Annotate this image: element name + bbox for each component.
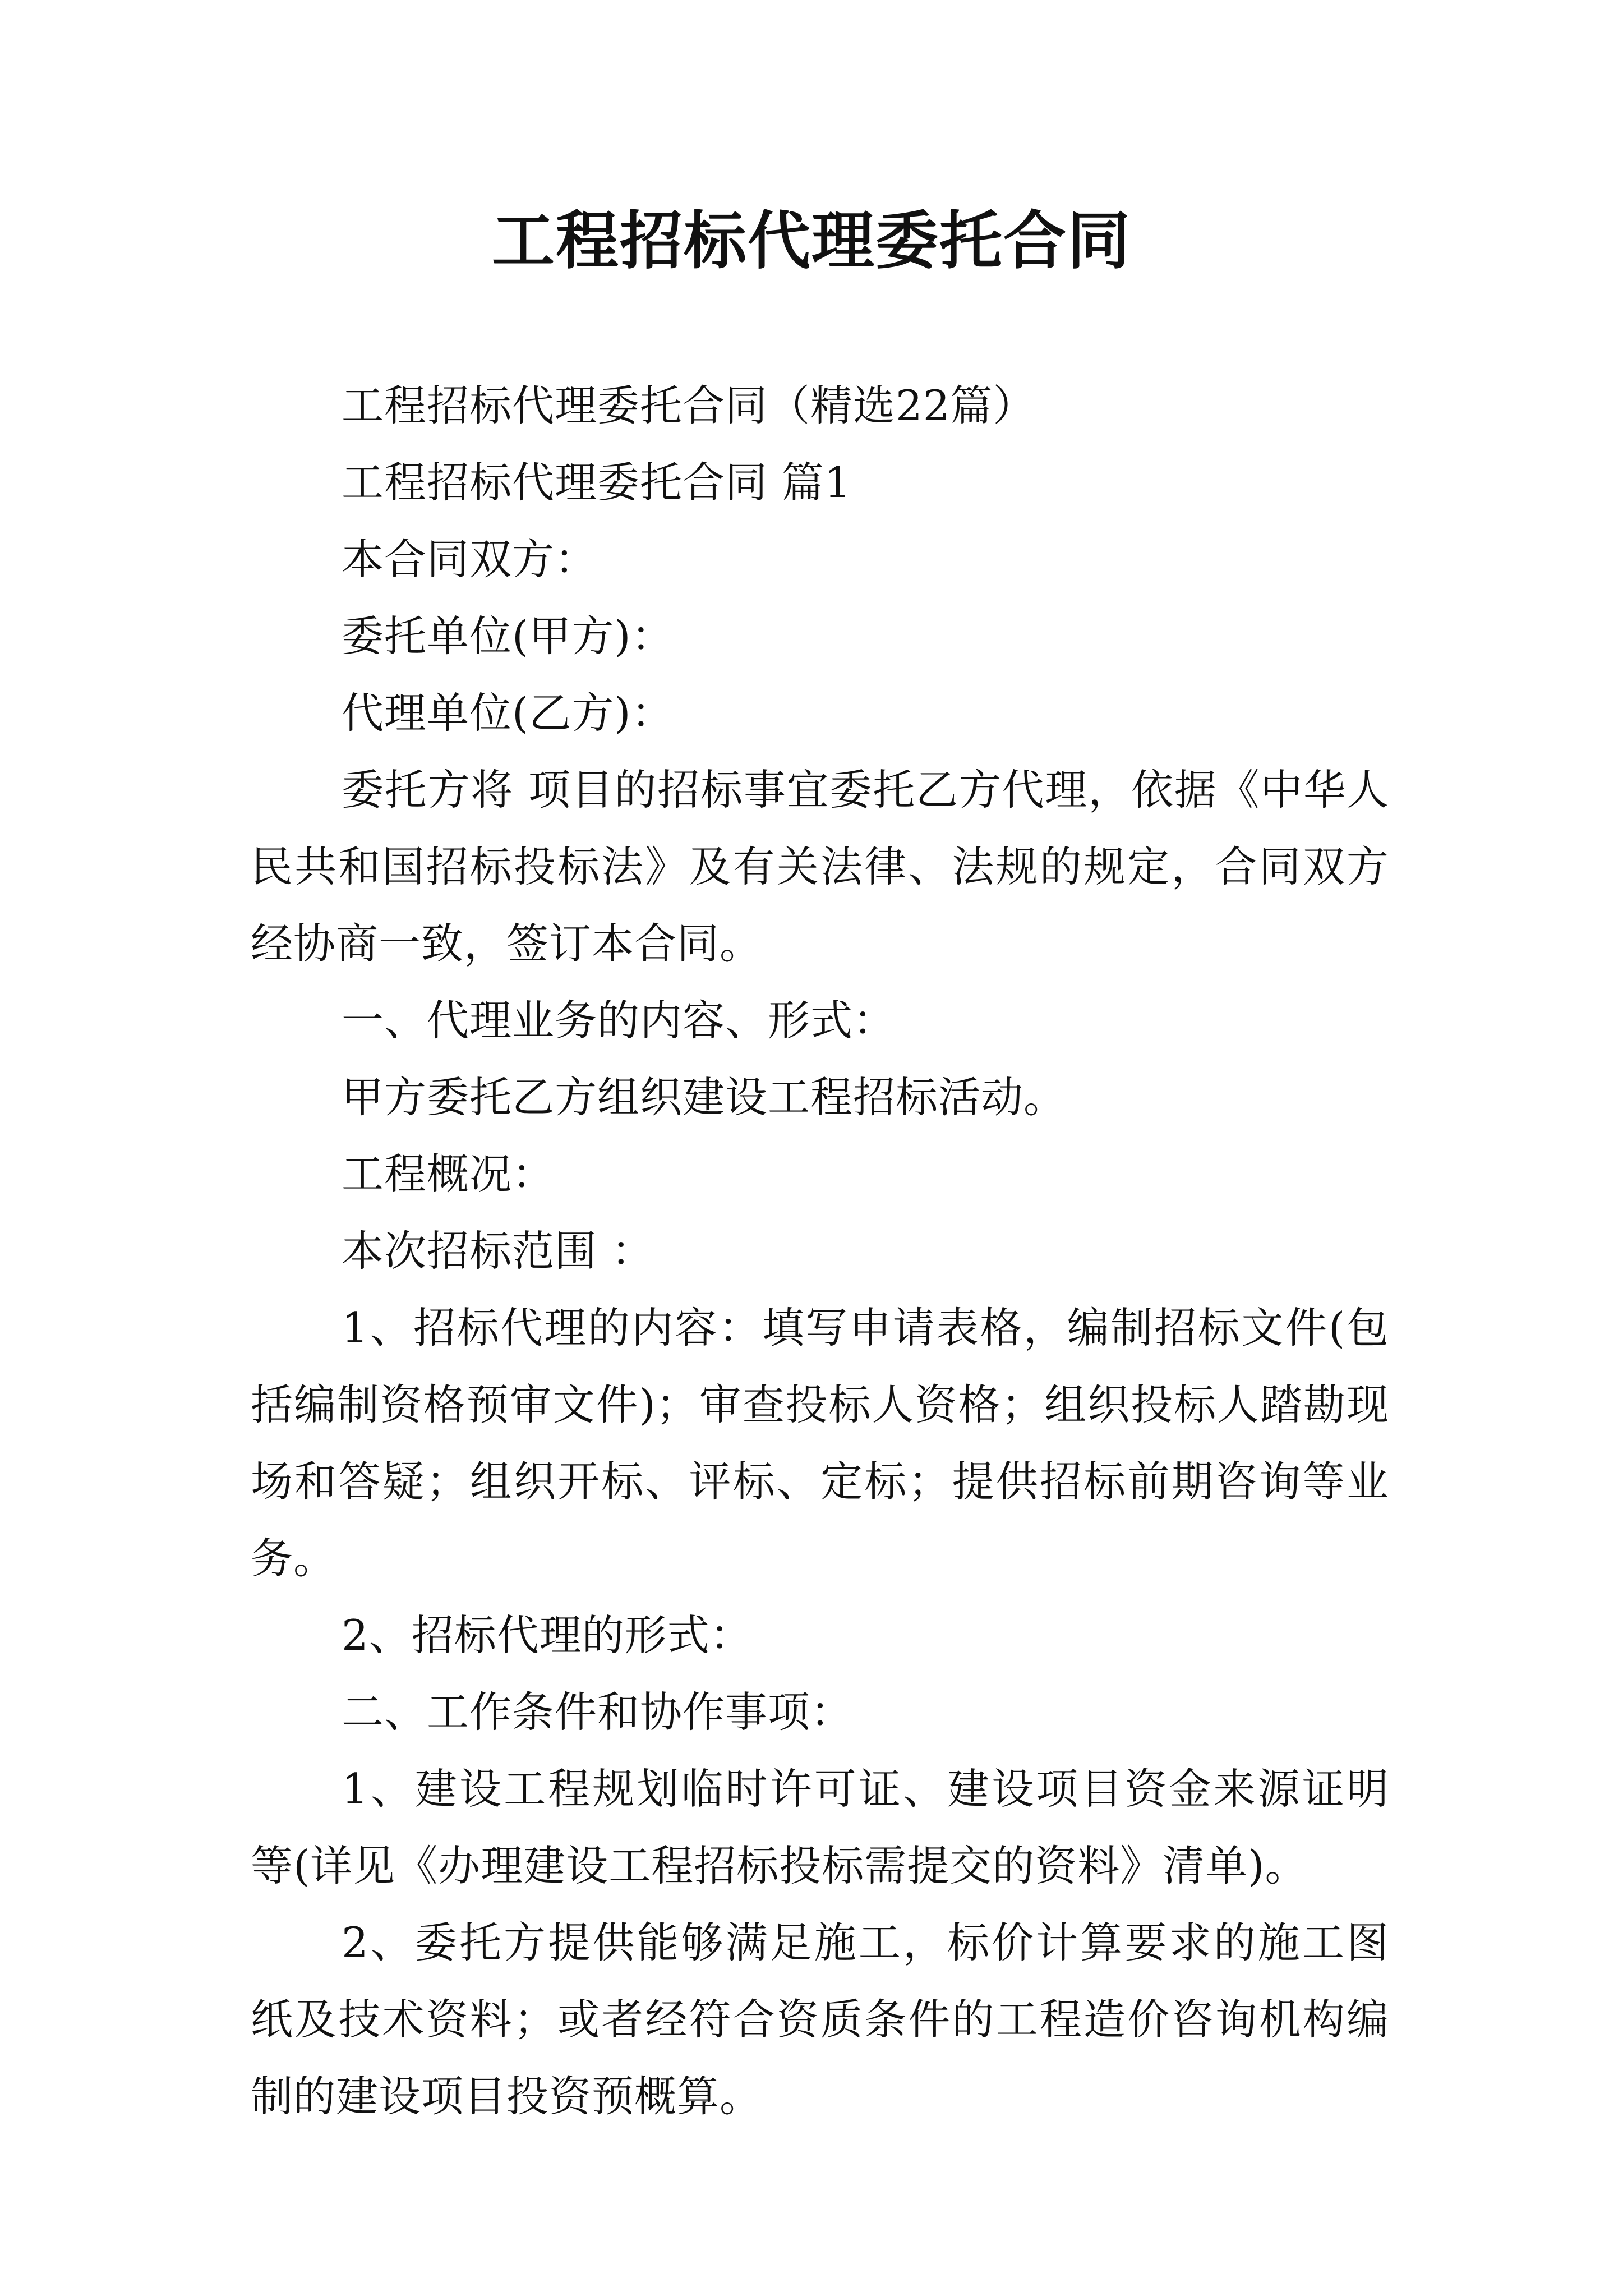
paragraph-parties: 本合同双方： [342,535,598,584]
paragraph-party-b: 代理单位(乙方)： [342,688,674,738]
document-body [251,367,1389,2135]
paragraph-clause-1-heading: 一、代理业务的内容、形式： [342,996,896,1045]
paragraph-clause-2-item-1: 1、建设工程规划临时许可证、建设项目资金来源证明等(详见《办理建设工程招标投标需提交的资料》清单)。 [251,1764,1389,1890]
paragraph-section-heading: 工程招标代理委托合同 篇1 [342,458,852,507]
paragraph-preamble: 委托方将 项目的招标事宜委托乙方代理，依据《中华人民共和国招标投标法》及有关法律、法规的规定，合同双方经协商一致，签订本合同。 [251,765,1389,968]
paragraph-clause-2-heading: 二、工作条件和协作事项： [342,1687,854,1737]
paragraph-scope: 本次招标范围 ： [342,1226,654,1276]
paragraph-clause-1-body: 甲方委托乙方组织建设工程招标活动。 [342,1073,1067,1122]
paragraph-clause-2-item-2: 2、委托方提供能够满足施工，标价计算要求的施工图纸及技术资料；或者经符合资质条件的工程造价咨询机构编制的建设项目投资预概算。 [251,1918,1389,2121]
paragraph-subtitle: 工程招标代理委托合同（精选22篇） [342,381,1036,430]
paragraph-project-overview: 工程概况： [342,1149,555,1199]
paragraph-party-a: 委托单位(甲方)： [342,611,674,661]
document-title: 工程招标代理委托合同 [492,204,1131,278]
paragraph-agency-content: 1、招标代理的内容：填写申请表格，编制招标文件(包括编制资格预审文件)；审查投标人资格；组织投标人踏勘现场和答疑；组织开标、评标、定标；提供招标前期咨询等业务。 [251,1303,1389,1583]
paragraph-agency-form: 2、招标代理的形式： [342,1611,753,1660]
